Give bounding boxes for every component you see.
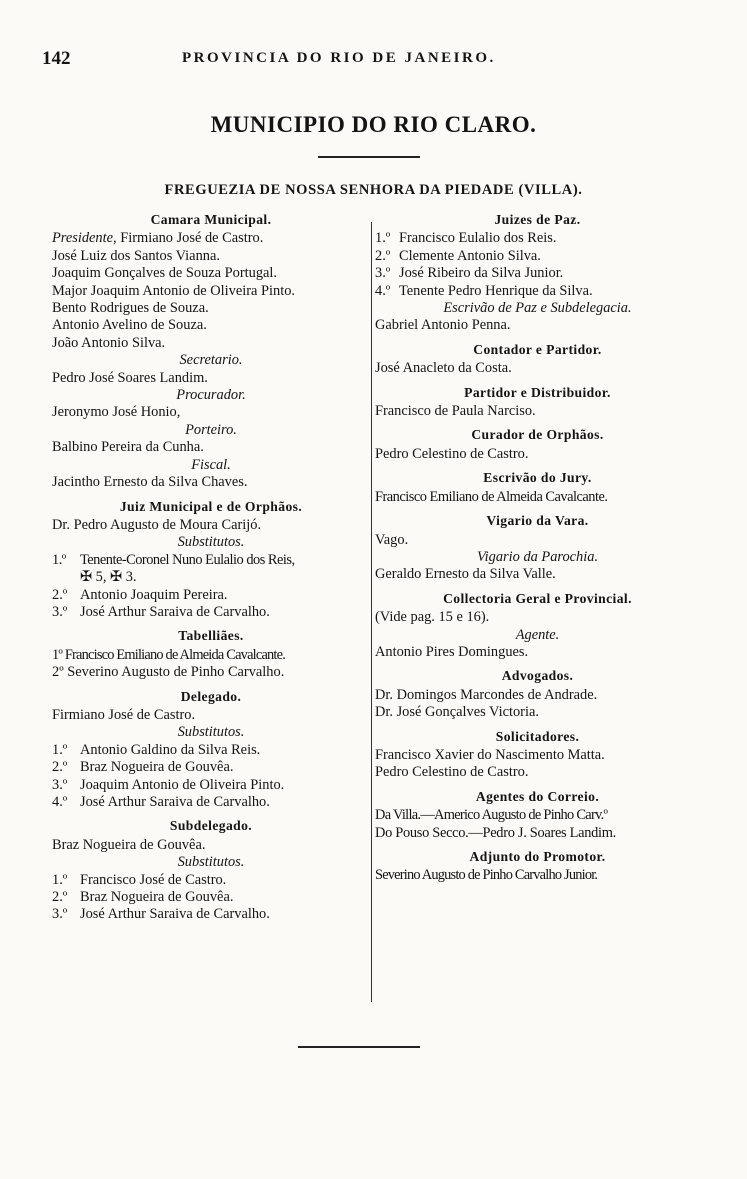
secretario-heading: Secretario.: [179, 352, 243, 369]
ordinal: 3.º: [52, 603, 68, 620]
escrivao-jury-name: Francisco Emiliano de Almeida Cavalcante.: [375, 488, 608, 505]
section-title: MUNICIPIO DO RIO CLARO.: [210, 112, 537, 137]
escrivao-paz-name: Gabriel Antonio Penna.: [375, 317, 511, 334]
juiz-paz-name: Francisco Eulalio dos Reis.: [399, 230, 557, 247]
column-divider: [371, 222, 372, 1002]
ordinal: 4.º: [375, 282, 391, 299]
substitute-name: José Arthur Saraiva de Carvalho.: [80, 794, 270, 810]
procurador-heading: Procurador.: [176, 387, 246, 404]
subdelegado-substitute: [52, 872, 370, 889]
juiz-paz-name: José Ribeiro da Silva Junior.: [399, 265, 564, 282]
delegado-substitute: [52, 742, 370, 759]
juiz-municipal-heading: Juiz Municipal e de Orphãos.: [119, 498, 303, 514]
curador-name: Pedro Celestino de Castro.: [375, 445, 529, 462]
left-column: [52, 211, 370, 924]
substitute-name: Antonio Joaquim Pereira.: [80, 586, 228, 603]
secretario-name: Pedro José Soares Landim.: [52, 369, 208, 386]
juiz-paz: [375, 265, 700, 282]
subdelegado-substitutos-heading: Substitutos.: [177, 854, 245, 871]
substitute-name: Braz Nogueira de Gouvêa.: [80, 889, 234, 906]
substitute-name: José Arthur Saraiva de Carvalho.: [80, 906, 270, 923]
ordinal: 2.º: [375, 247, 391, 264]
fiscal-name: Jacintho Ernesto da Silva Chaves.: [52, 474, 248, 491]
ordinal: 2.º: [52, 889, 68, 906]
page-header: [42, 48, 702, 72]
ordinal: 1.º: [375, 230, 391, 247]
right-column: [375, 211, 700, 885]
ordinal: 3.º: [375, 265, 391, 282]
ordinal: 2.º: [52, 759, 68, 776]
tabelliaes-heading: Tabelliães.: [178, 628, 244, 644]
delegado-heading: Delegado.: [180, 688, 242, 704]
juiz-substitute: [52, 604, 370, 621]
correio-agent: Do Pouso Secco.—Pedro J. Soares Landim.: [375, 824, 616, 841]
vigario-parochia-name: Geraldo Ernesto da Silva Valle.: [375, 566, 556, 583]
ordinal: 4.º: [52, 794, 68, 810]
camara-member: Major Joaquim Antonio de Oliveira Pinto.: [52, 282, 296, 299]
parish-heading: FREGUEZIA DE NOSSA SENHORA DA PIEDADE (VILLA).: [164, 182, 583, 198]
advogados-heading: Advogados.: [501, 668, 574, 684]
correio-agent: Da Villa.—Americo Augusto de Pinho Carv.º: [375, 807, 608, 824]
substitute-name: Joaquim Antonio de Oliveira Pinto.: [80, 776, 285, 793]
tabelliao: 1º Francisco Emiliano de Almeida Cavalcante.: [52, 646, 286, 663]
correio-heading: Agentes do Correio.: [475, 788, 600, 804]
ordinal: 3.º: [52, 776, 68, 793]
adjunto-heading: Adjunto do Promotor.: [469, 849, 606, 864]
agente-name: Antonio Pires Domingues.: [375, 643, 529, 660]
delegado-substitutos-heading: Substitutos.: [177, 724, 245, 741]
ordinal: 2.º: [52, 586, 68, 603]
camara-member: Bento Rodrigues de Souza.: [52, 300, 209, 317]
juizes-paz-heading: Juizes de Paz.: [494, 212, 581, 227]
vigario-vara-name: Vago.: [375, 531, 409, 548]
solicitador: Francisco Xavier do Nascimento Matta.: [375, 746, 605, 763]
curador-heading: Curador de Orphãos.: [471, 427, 604, 443]
delegado-substitute: [52, 794, 370, 811]
camara-member: João Antonio Silva.: [52, 334, 166, 351]
porteiro-name: Balbino Pereira da Cunha.: [52, 439, 204, 456]
juiz-paz: [375, 230, 700, 247]
end-rule: [298, 1046, 420, 1048]
divider-rule: [318, 156, 420, 158]
ordinal: 1.º: [52, 551, 66, 568]
solicitadores-heading: Solicitadores.: [495, 728, 580, 744]
substitute-name: Francisco José de Castro.: [80, 871, 227, 888]
juiz-substitute-honours: ✠ 5, ✠ 3.: [80, 569, 137, 586]
tabelliao: 2º Severino Augusto de Pinho Carvalho.: [52, 664, 285, 681]
president-label: Presidente,: [52, 230, 117, 247]
ordinal: 1.º: [52, 871, 68, 888]
contador-name: José Anacleto da Costa.: [375, 360, 512, 377]
juiz-substitute: [52, 587, 370, 604]
subdelegado-heading: Subdelegado.: [169, 818, 253, 834]
fiscal-heading: Fiscal.: [191, 456, 231, 473]
collectoria-reference: (Vide pag. 15 e 16).: [375, 609, 490, 626]
page-number: 142: [42, 48, 71, 69]
juiz-substitute: [52, 552, 370, 569]
partidor-heading: Partidor e Distribuidor.: [464, 384, 611, 400]
president-name: Firmiano José de Castro.: [116, 230, 264, 247]
escrivao-jury-heading: Escrivão do Jury.: [483, 470, 592, 486]
camara-member: Antonio Avelino de Souza.: [52, 317, 207, 334]
adjunto-name: Severino Augusto de Pinho Carvalho Junior.: [375, 867, 598, 884]
procurador-name: Jeronymo José Honio,: [52, 404, 181, 421]
contador-heading: Contador e Partidor.: [473, 341, 602, 357]
substitute-name: Antonio Galdino da Silva Reis.: [80, 741, 261, 758]
delegado-substitute: [52, 777, 370, 794]
subdelegado-substitute: [52, 889, 370, 906]
ordinal: 3.º: [52, 906, 68, 923]
juiz-paz-name: Clemente Antonio Silva.: [399, 247, 541, 264]
partidor-name: Francisco de Paula Narciso.: [375, 403, 536, 420]
ordinal: 1.º: [52, 741, 68, 758]
substitute-name: Tenente-Coronel Nuno Eulalio dos Reis,: [80, 551, 295, 568]
juiz-substitutos-heading: Substitutos.: [177, 534, 245, 551]
advogado: Dr. Domingos Marcondes de Andrade.: [375, 686, 598, 703]
vigario-vara-heading: Vigario da Vara.: [486, 513, 589, 529]
camara-member: Joaquim Gonçalves de Souza Portugal.: [52, 265, 278, 282]
porteiro-heading: Porteiro.: [185, 421, 237, 438]
solicitador: Pedro Celestino de Castro.: [375, 764, 529, 781]
juiz-municipal-name: Dr. Pedro Augusto de Moura Carijó.: [52, 516, 262, 533]
subdelegado-name: Braz Nogueira de Gouvêa.: [52, 836, 206, 853]
camara-member: José Luiz dos Santos Vianna.: [52, 247, 220, 264]
running-title: PROVINCIA DO RIO DE JANEIRO.: [182, 50, 496, 66]
juiz-paz: [375, 248, 700, 265]
delegado-name: Firmiano José de Castro.: [52, 706, 196, 723]
substitute-name: José Arthur Saraiva de Carvalho.: [80, 603, 270, 620]
vigario-parochia-heading: Vigario da Parochia.: [476, 548, 599, 565]
advogado: Dr. José Gonçalves Victoria.: [375, 704, 539, 721]
juiz-paz-name: Tenente Pedro Henrique da Silva.: [399, 282, 593, 299]
subdelegado-substitute: [52, 906, 370, 923]
escrivao-paz-heading: Escrivão de Paz e Subdelegacia.: [443, 300, 632, 317]
camara-president: [52, 230, 370, 247]
collectoria-heading: Collectoria Geral e Provincial.: [443, 590, 632, 606]
juiz-paz: [375, 283, 700, 300]
delegado-substitute: [52, 759, 370, 776]
camara-heading: Camara Municipal.: [150, 212, 272, 227]
agente-heading: Agente.: [515, 626, 560, 643]
substitute-name: Braz Nogueira de Gouvêa.: [80, 759, 234, 776]
